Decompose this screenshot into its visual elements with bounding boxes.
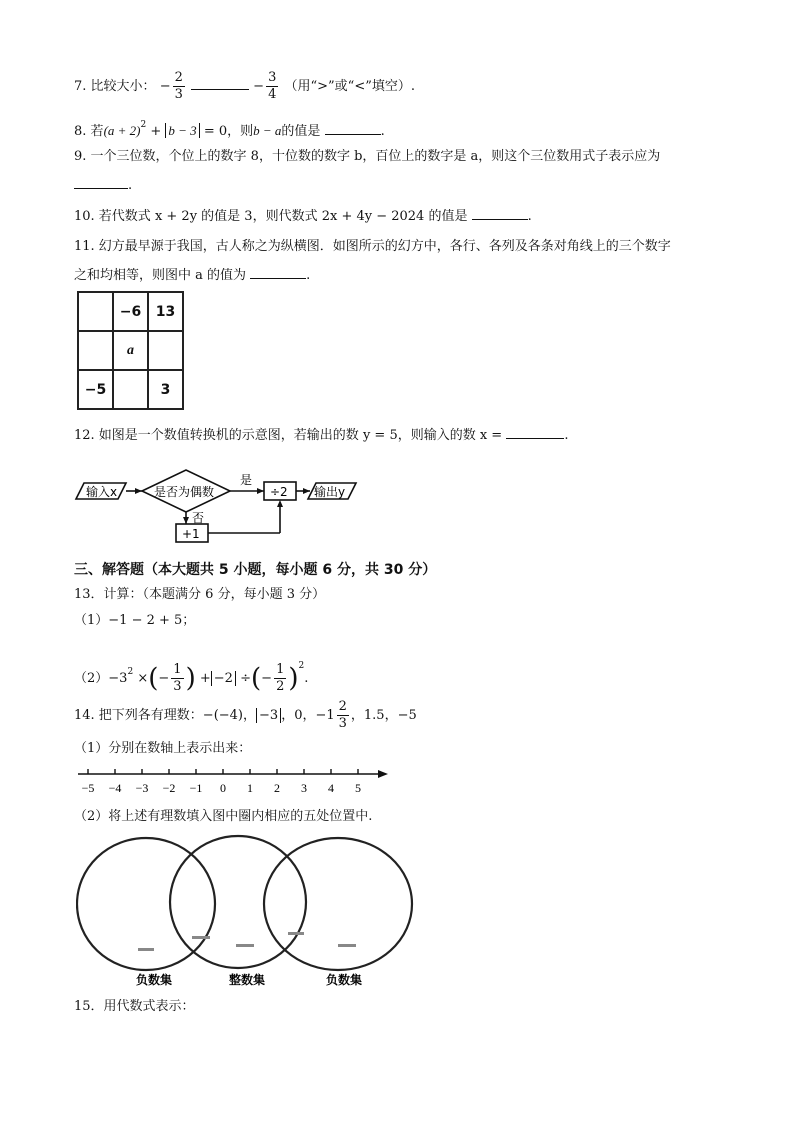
number-line-tick-label: 0 [220, 781, 226, 795]
answer-blank[interactable] [250, 264, 306, 279]
question-9-answer: . [74, 174, 132, 195]
cell [148, 331, 183, 370]
question-7: 7. 比较大小： − $\frac{2}{3}$ − $\frac{3}{4}$ （用“>”或“<”填空）. [74, 70, 416, 102]
venn-label-3: 负数集 [326, 973, 363, 987]
fraction: $\frac{2}{3}$ [174, 70, 183, 102]
flow-decision-label: 是否为偶数 [154, 485, 215, 499]
question-8: 8. 若$(a + 2)^2 + b - 3 = 0$，则b − a的值是 . [74, 120, 385, 139]
answer-blank[interactable] [74, 174, 128, 189]
question-9: 9. 一个三位数，个位上的数字 8，十位数的数字 b，百位上的数字是 a，则这个三位数用式子表示应为 [74, 149, 661, 164]
number-line [76, 764, 394, 798]
number-line-tick-label: −3 [135, 781, 149, 795]
flow-output-label: 输出y [314, 485, 346, 499]
flowchart [72, 462, 372, 548]
cell: a [113, 331, 148, 370]
question-14-part1: （1）分别在数轴上表示出来： [74, 741, 252, 756]
cell [78, 331, 113, 370]
answer-blank[interactable] [506, 424, 564, 439]
number-line-tick-label: 4 [328, 781, 334, 795]
number-line-tick-label: 1 [247, 781, 253, 795]
third-set-circle [264, 838, 412, 970]
flow-plus-label: +1 [182, 527, 200, 541]
cell: 13 [148, 292, 183, 331]
section-heading: 三、解答题（本大题共 5 小题，每小题 6 分，共 30 分） [74, 562, 437, 578]
question-13-part2: $(2)-3^2$ ×(− $\frac{1}{3}$ ) + −2 ÷(− $\frac{1}{2}$ )$^2$. [74, 661, 309, 694]
integer-set-circle [170, 836, 306, 968]
flow-no-label: 否 [192, 511, 205, 525]
question-13-part1: （1）−1 − 2 + 5； [74, 613, 196, 628]
number-line-tick-label: −2 [162, 781, 176, 795]
number-line-tick-label: 3 [301, 781, 307, 795]
number-line-tick-label: 5 [355, 781, 361, 795]
number-line-tick-label: 2 [274, 781, 280, 795]
question-13: 13．计算：（本题满分 6 分，每小题 3 分） [74, 587, 326, 602]
answer-blank[interactable] [191, 75, 249, 90]
question-15: 15．用代数式表示： [74, 999, 195, 1014]
number-line-tick-label: −4 [108, 781, 122, 795]
cell: 3 [148, 370, 183, 409]
question-14-part2: （2）将上述有理数填入图中圈内相应的五处位置中. [74, 809, 373, 824]
question-12: 12. 如图是一个数值转换机的示意图，若输出的数 y = 5，则输入的数 x = . [74, 424, 568, 445]
venn-label-2: 整数集 [229, 973, 266, 987]
flow-divide-label: ÷2 [270, 485, 288, 499]
cell [78, 292, 113, 331]
flow-input-label: 输入x [86, 485, 118, 499]
number-line-tick-label: −1 [189, 781, 203, 795]
venn-diagram [76, 834, 420, 994]
answer-blank[interactable] [325, 120, 381, 135]
cell: −5 [78, 370, 113, 409]
question-14: 14. 把下列各有理数：−(−4)， −3 ，0，−1 $\frac{2}{3}$ ，1.5，−5 [74, 699, 417, 731]
venn-label-1: 负数集 [136, 973, 173, 987]
question-11-line1: 11. 幻方最早源于我国，古人称之为纵横图．如图所示的幻方中，各行、各列及各条对角线上的三个数字 [74, 239, 671, 254]
magic-square [77, 291, 184, 410]
flow-yes-label: 是 [240, 473, 253, 487]
fraction: $\frac{3}{4}$ [268, 70, 277, 102]
answer-blank[interactable] [472, 205, 528, 220]
cell: −6 [113, 292, 148, 331]
cell [113, 370, 148, 409]
question-11-line2: 之和均相等，则图中 a 的值为 . [74, 264, 310, 285]
question-10: 10. 若代数式 x + 2y 的值是 3，则代数式 2x + 4y − 2024 的值是 . [74, 205, 532, 226]
number-line-tick-label: −5 [81, 781, 95, 795]
